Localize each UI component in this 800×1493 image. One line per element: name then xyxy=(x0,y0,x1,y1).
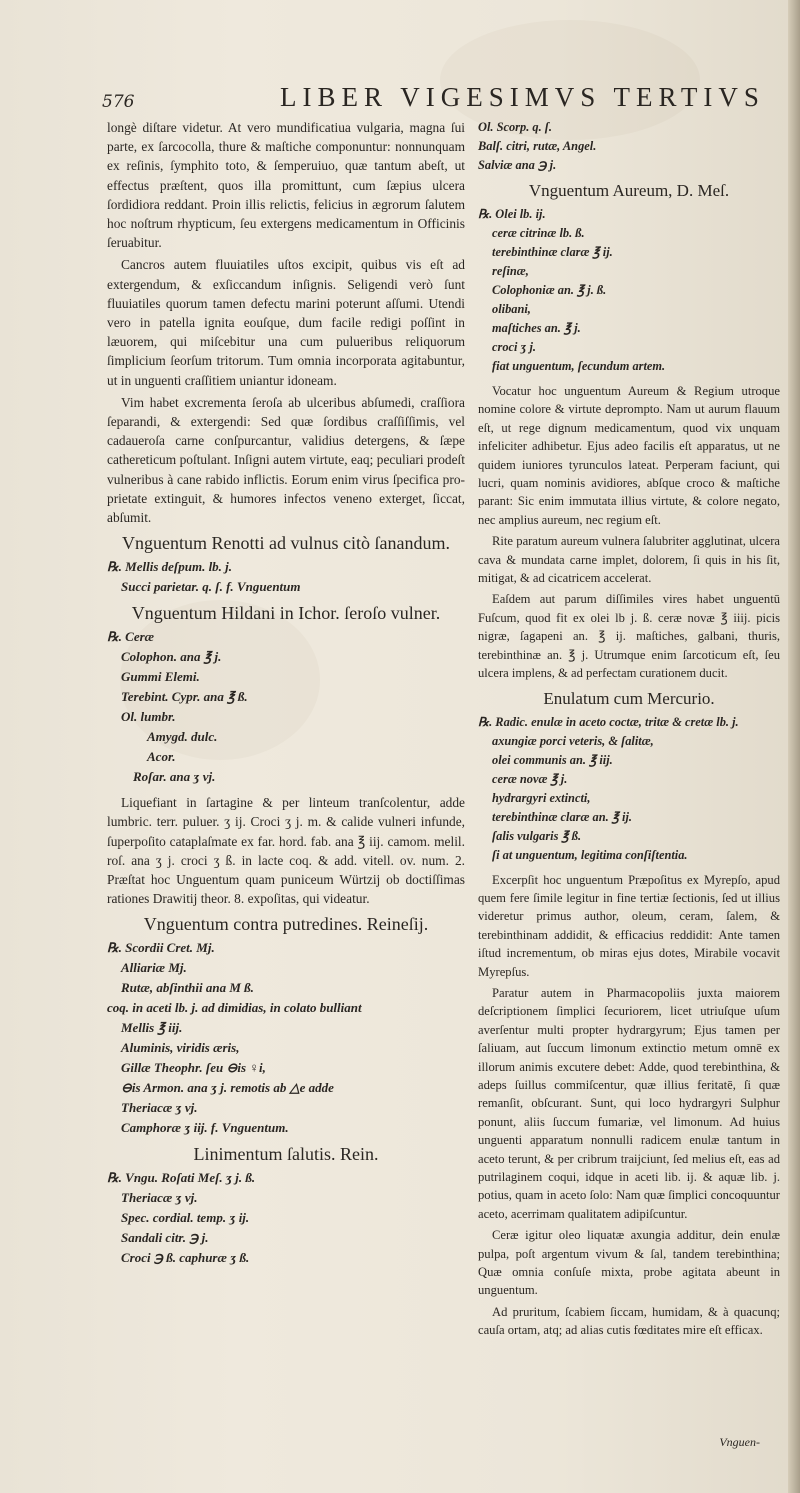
recipe-line: ſi at unguentum, legitima conſiſtentia. xyxy=(492,847,688,862)
recipe-line: Rutæ, abſinthii ana M ß. xyxy=(121,980,254,996)
recipe-line: Acor. xyxy=(147,749,176,765)
paragraph: Vocatur hoc unguentum Aureum & Regium utroque nomine colore & virtute deprompto. Nam ut aurum flauum eſt, ut rege dignum medicamentum, quod vix unquam infeliciter adhibetur. Ejus adeo facilis eſt apparatus, ut ne quidem iuniores tyrunculos lateat. Perperam faciunt, qui lucri, quam nominis avidiores, abſque croco & maſtiche parant: Sic enim immutata illius virtute, & colore negato, nec amplius aureum, nec regium eſt. xyxy=(478,384,780,527)
recipe-list xyxy=(478,118,780,175)
recipe-line: Succi parietar. q. ſ. f. Vnguentum xyxy=(121,579,301,595)
section-heading: Linimentum ſalutis. Rein. xyxy=(193,1144,379,1165)
recipe-line: ℞. Radic. enulæ in aceto coctæ, tritæ & cretæ lb. j. xyxy=(478,714,739,729)
catchword: Vnguen- xyxy=(719,1435,760,1449)
recipe-list xyxy=(107,627,465,787)
recipe-line: ⊖is Armon. ana ʒ j. remotis ab △e adde xyxy=(121,1080,334,1096)
recipe-line: Theriacæ ʒ vj. xyxy=(121,1100,198,1116)
recipe-line: olei communis an. ℥ iij. xyxy=(492,752,613,767)
recipe-line: Amygd. dulc. xyxy=(147,729,218,745)
recipe-line: Gummi Elemi. xyxy=(121,669,200,685)
page-edge xyxy=(788,0,800,1493)
left-column xyxy=(107,118,465,1274)
recipe-line: ℞. Mellis deſpum. lb. j. xyxy=(107,559,233,575)
recipe-line: Colophon. ana ℥ j. xyxy=(121,649,222,665)
recipe-line: fiat unguentum, ſecundum artem. xyxy=(492,359,666,373)
recipe-line: ceræ citrinæ lb. ß. xyxy=(492,226,585,240)
section-heading: Vnguentum Hildani in Ichor. ſeroſo vulner. xyxy=(131,603,441,624)
page-header xyxy=(100,82,780,122)
recipe-line: Aluminis, viridis æris, xyxy=(121,1040,240,1056)
paragraph: Rite paratum aureum vulnera ſalubriter agglutinat, ulcera cava & mundata carne implet, dolorem, ſi quis in his ſit, mitigat, & ad cicatricem accelerat. xyxy=(478,534,780,586)
recipe-list xyxy=(107,938,465,1138)
paragraph: Paratur autem in Pharmacopoliis juxta maiorem deſcriptionem ſimplici ſecuriorem, licet utriuſque uſum averſentur multi propter hydrargyrum; Ejus tamen per ſaliuam, aut ſuccum limonum extinctio metum omnē ex illorum animis excutere debet: Adde, quod terebinthina, & adeps ſuillus commiſcentur, quæ illius feritatē, ſi quæ remanſit, obſcurant. Sunt, qui loco hydrargyri Sulphur ponunt, aliis ſuccum fumariæ, vel limonum. Ad huius unguenti apparatum nonnulli radicem enulæ tantum in aceto terunt, & per cribrum traijciunt, ſed melius eſt, eas ad putrilaginem coqui, idque in aceti lib. ij. & aquæ lib. j. potius, quam in aceto ſolo: Nam quæ ſimplici concoquuntur aceto, acerrimam qualitatem adipiſcuntur. xyxy=(478,985,780,1221)
recipe-line: ℞. Scordii Cret. Mj. xyxy=(107,940,215,956)
recipe-line: Salviæ ana ℈ j. xyxy=(478,158,557,172)
recipe-line: Balſ. citri, rutæ, Angel. xyxy=(478,139,597,153)
recipe-line: Sandali citr. ℈ j. xyxy=(121,1230,209,1246)
recipe-line: Croci ℈ ß. caphuræ ʒ ß. xyxy=(121,1250,250,1266)
recipe-list xyxy=(478,713,780,865)
paragraph: Eaſdem aut parum diſſimiles vires habet unguentū Fuſcum, quod fit ex olei lb j. ß. ceræ novæ ℥ iiij. picis nigræ, ſagapeni an. ℥ ij. maſtiches, galbani, thuris, terebinthinæ an. ℥ j. Utrumque enim ſarcoticum eſt, ſeu ulcera implens, & ad perfectam curationem ducit. xyxy=(478,592,780,681)
recipe-line: Ol. lumbr. xyxy=(121,709,176,725)
recipe-line: maſtiches an. ℥ j. xyxy=(492,321,581,335)
recipe-line: Colophoniæ an. ℥ j. ß. xyxy=(492,283,607,297)
recipe-list xyxy=(107,557,465,597)
paragraph: Cancros autem fluuiatiles uſtos excipit, quibus vis eſt ad extergendum, & exſiccandum inſignis. Seligendi verò ſunt fluuiatiles quorum tamen defectu marini poterunt aſſumi. Utendi vero in patella ignita eouſque, dum facile redigi poſſint in læuorem, qui miſcebitur una cum pulueribus reliquorum ſimplicium ſeorſum tritorum. Tum omnia incorporata agitabuntur, ut in unguenti craſſitiem uniantur idoneam. xyxy=(107,257,465,388)
paragraph: Excerpſit hoc unguentum Præpoſitus ex Myrepſo, apud quem fere ſimile legitur in fine tertiæ ſectionis, ſed ut illius videretur primus author, oleum, ceram, ſalem, & terebinthinam addidit, & efficacius reddidit: Ante tamen iſtud incrementum, ob miras ejus dotes, Mirabile vocavit Myrepſus. xyxy=(478,872,780,979)
recipe-line: Terebint. Cypr. ana ℥ ß. xyxy=(121,689,248,705)
recipe-line: ſalis vulgaris ℥ ß. xyxy=(492,828,582,843)
recipe-line: Roſar. ana ʒ vj. xyxy=(133,769,216,785)
recipe-line: Camphoræ ʒ iij. f. Vnguentum. xyxy=(121,1120,289,1136)
recipe-line: hydrargyri extincti, xyxy=(492,790,591,805)
recipe-line: Theriacæ ʒ vj. xyxy=(121,1190,198,1206)
recipe-line: ceræ novæ ℥ j. xyxy=(492,771,568,786)
recipe-line: terebinthinæ claræ an. ℥ ij. xyxy=(492,809,633,824)
recipe-line: Gillæ Theophr. ſeu ⊖is ♀i, xyxy=(121,1060,266,1076)
recipe-line: olibani, xyxy=(492,302,531,316)
section-heading: Vnguentum contra putredines. Reineſij. xyxy=(143,914,429,935)
recipe-list xyxy=(478,205,780,376)
recipe-line: Ol. Scorp. q. ſ. xyxy=(478,120,552,134)
paragraph: Ad pruritum, ſcabiem ſiccam, humidam, & à quacunq; cauſa ortam, atq; ad alias cutis fœditates mire eſt efficax. xyxy=(478,1304,780,1338)
recipe-line: Alliariæ Mj. xyxy=(121,960,187,976)
right-column xyxy=(478,118,780,1343)
paragraph: Vim habet excrementa ſeroſa ab ulceribus abſumedi, craſſiora ſeparandi, & extergendi: Sed quæ ſordibus craſſiſſimis, vel cadaueroſa carne conſpurcantur, validius detergens, & ſæpe cathereticum poſtulant. Inſigni autem virtute, eaq; peculiari prodeſt vulneribus à cane rabido inflictis. Eorum enim virus ſpecifica proprietate extinguit, & humores infectos veneno exterget, ſiccat, abſumit. xyxy=(107,394,465,526)
recipe-line: coq. in aceti lb. j. ad dimidias, in colato bulliant xyxy=(107,1000,362,1016)
recipe-line: ℞. Olei lb. ij. xyxy=(478,207,546,221)
recipe-line: ℞. Vngu. Roſati Meſ. ʒ j. ß. xyxy=(107,1170,256,1186)
recipe-line: Mellis ℥ iij. xyxy=(121,1020,183,1036)
recipe-list xyxy=(107,1168,465,1268)
recipe-line: Spec. cordial. temp. ʒ ij. xyxy=(121,1210,250,1226)
recipe-line: croci ʒ j. xyxy=(492,340,537,354)
section-heading: Vnguentum Aureum, D. Meſ. xyxy=(528,181,730,200)
recipe-line: terebinthinæ claræ ℥ ij. xyxy=(492,245,613,259)
page-number: 576 xyxy=(102,92,135,112)
paragraph: longè diſtare videtur. At vero mundificatiua vulgaria, magna ſui parte, ex ſarcocolla, thure & maſtiche componuntur: nonnunquam ex reſinis, ſymphito toto, & ſemperuiuo, quæ tantum abeſt, ut effectus præſtent, quos illa promittunt, cum ſæpius ulcera ſordidiora reddant. Proin illis relictis, felicius in ægrorum ſalutem hoc noſtrum rhypticum, ſeu extergens medicamentum in Officinis ſeruabitur. xyxy=(107,120,465,251)
running-title: LIBER VIGESIMVS TERTIVS xyxy=(280,82,765,112)
section-heading: Enulatum cum Mercurio. xyxy=(543,688,715,708)
recipe-line: axungiæ porci veteris, & ſalitæ, xyxy=(492,733,654,748)
recipe-line: reſinæ, xyxy=(492,264,529,278)
section-heading: Vnguentum Renotti ad vulnus citò ſanandum. xyxy=(122,533,450,554)
paragraph: Liquefiant in ſartagine & per linteum tranſcolentur, adde lumbric. terr. puluer. ʒ ij. Croci ʒ j. m. & calide vulneri infunde, ſuperpoſito cataplaſmate ex far. hord. fab. ana ℥ iij. camom. melil. roſ. ana ʒ j. croci ʒ ß. in lacte coq. & add. vitell. ov. num. 2. Præſtat hoc Unguentum quam puniceum Würtzij ob doctiſſimas rationes Drawitij theor. 8. expoſitas, qui videatur. xyxy=(107,795,465,907)
paragraph: Ceræ igitur oleo liquatæ axungia additur, dein enulæ pulpa, poſt argentum vivum & ſal, tandem terebinthina; Quæ omnia conſuſe mixta, probe agitata abeunt in unguentum. xyxy=(478,1228,780,1298)
recipe-line: ℞. Ceræ xyxy=(107,629,155,645)
